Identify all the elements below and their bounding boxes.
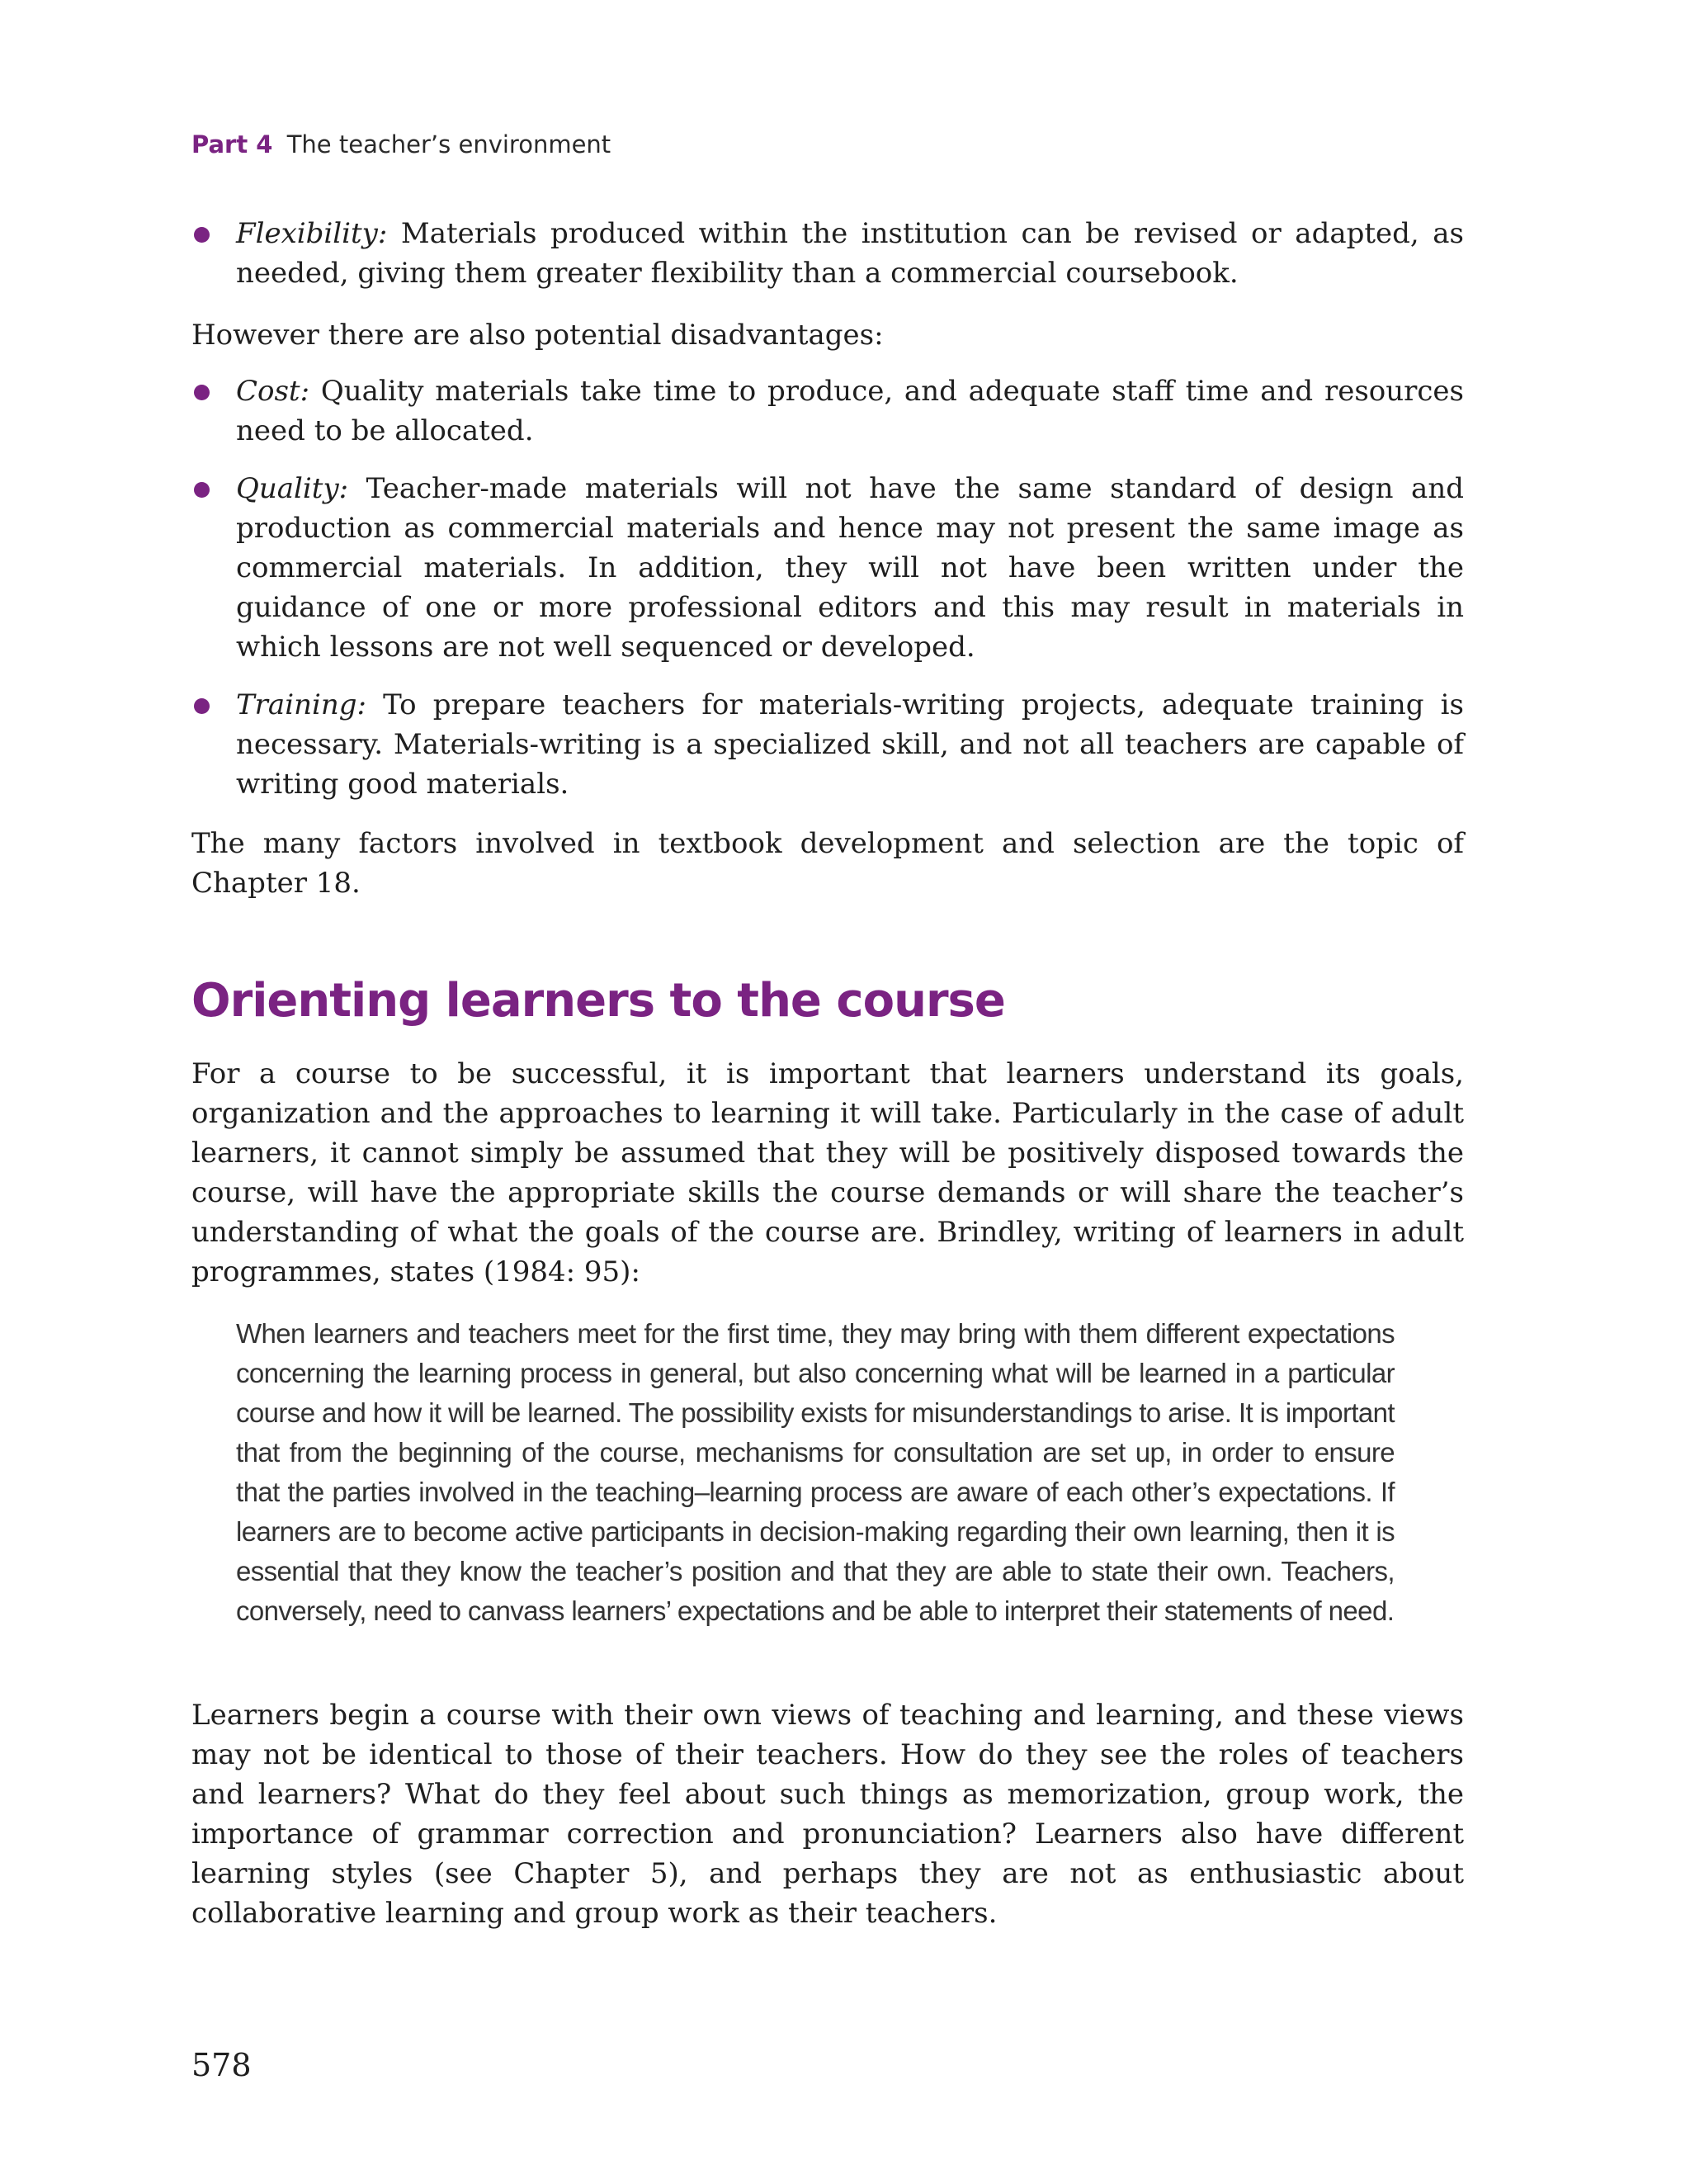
disadvantages-intro: However there are also potential disadvantages:	[191, 319, 884, 352]
bullet-term: Cost:	[236, 375, 310, 408]
bullet-term: Training:	[236, 688, 366, 721]
bullet-text: Quality materials take time to produce, and adequate staff time and resources need to be allocated.	[236, 375, 1464, 447]
disadvantages-list	[191, 371, 1464, 822]
bullet-quality	[191, 469, 1464, 667]
bullet-text: To prepare teachers for materials-writing projects, adequate training is necessary. Materials-writing is a specialized skill, and not all teachers are capable of writing good materials.	[236, 688, 1464, 801]
bullet-training	[191, 685, 1464, 804]
section-paragraph-1: For a course to be successful, it is important that learners understand its goals, organization and the approaches to learning it will take. Particularly in the case of adult learners, it cannot simply be assumed that they will be positively disposed towards the course, will have the appropriate skills the course demands or will share the teacher’s understanding of what the goals of the course are. Brindley, writing of learners in adult programmes, states (1984: 95):	[191, 1057, 1464, 1288]
bullet-text: Materials produced within the institution can be revised or adapted, as needed, giving them greater flexibility than a commercial coursebook.	[236, 217, 1464, 290]
section-paragraph-2: Learners begin a course with their own views of teaching and learning, and these views may not be identical to those of their teachers. How do they see the roles of teachers and learners? What do they feel about such things as memorization, group work, the importance of grammar correction and pronunciation? Learners also have different learning styles (see Chapter 5), and perhaps they are not as enthusiastic about collaborative learning and group work as their teachers.	[191, 1699, 1464, 1930]
running-head-part: Part 4	[191, 130, 273, 158]
bullet-dot-icon	[194, 385, 210, 400]
factors-paragraph: The many factors involved in textbook development and selection are the topic of Chapter 18.	[191, 827, 1464, 900]
page-number: 578	[191, 2047, 252, 2083]
bullet-dot-icon	[194, 482, 210, 498]
bullet-flexibility	[191, 214, 1464, 293]
bullet-term: Quality:	[236, 472, 349, 505]
bullet-cost	[191, 371, 1464, 451]
running-head	[191, 130, 611, 158]
bullet-term: Flexibility:	[236, 217, 388, 250]
bullet-dot-icon	[194, 227, 210, 243]
section-heading: Orienting learners to the course	[191, 974, 1005, 1028]
bullet-dot-icon	[194, 698, 210, 714]
block-quote: When learners and teachers meet for the first time, they may bring with them different expectations concerning the learning process in general, but also concerning what will be learned in a particular course and how it will be learned. The possibility exists for misunderstandings to arise. It is important that from the beginning of the course, mechanisms for consultation are set up, in order to ensure that the parties involved in the teaching–learning process are aware of each other’s expectations. If learners are to become active participants in decision-making regarding their own learning, then it is essential that they know the teacher’s position and that they are able to state their own. Teachers, conversely, need to canvass learners’ expectations and be able to interpret their statements of need.	[236, 1318, 1395, 1626]
bullet-text: Teacher-made materials will not have the same standard of design and production as commercial materials and hence may not present the same image as commercial materials. In addition, they will not have been written under the guidance of one or more professional editors and this may result in materials in which lessons are not well sequenced or developed.	[236, 472, 1464, 664]
content-block-top	[191, 214, 1464, 311]
running-head-title: The teacher’s environment	[286, 130, 611, 158]
